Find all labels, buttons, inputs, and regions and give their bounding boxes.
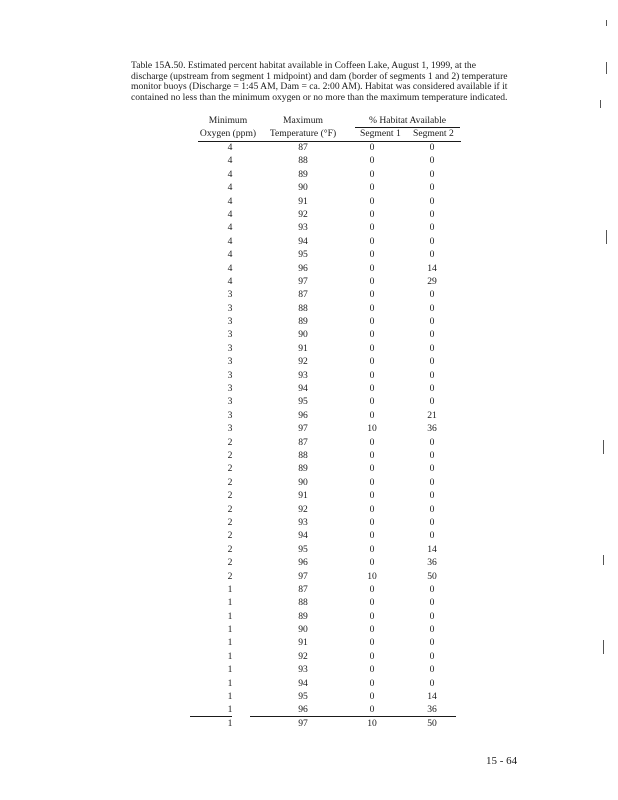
cell-segment-1: 0 [369, 490, 375, 502]
cell-max-temp: 96 [298, 409, 308, 421]
cell-max-temp: 97 [298, 423, 308, 435]
cell-segment-1: 0 [369, 677, 375, 689]
cell-segment-2: 0 [429, 476, 435, 488]
cell-max-temp: 92 [298, 208, 308, 220]
table-row [0, 556, 618, 569]
cell-max-temp: 97 [298, 717, 308, 729]
cell-min-oxygen: 1 [227, 691, 233, 703]
table-row [0, 703, 618, 716]
table-row [0, 570, 618, 583]
cell-min-oxygen: 3 [227, 316, 233, 328]
cell-min-oxygen: 1 [227, 583, 233, 595]
page-number: 15 - 64 [486, 755, 518, 767]
header-min-oxygen: Oxygen (ppm) [199, 128, 257, 139]
cell-segment-1: 0 [369, 503, 375, 515]
cell-max-temp: 95 [298, 691, 308, 703]
cell-segment-1: 0 [369, 396, 375, 408]
cell-segment-2: 0 [429, 503, 435, 515]
cell-max-temp: 88 [298, 302, 308, 314]
header-segment-2: Segment 2 [413, 128, 454, 139]
cell-segment-1: 0 [369, 342, 375, 354]
cell-max-temp: 95 [298, 249, 308, 261]
cell-segment-1: 0 [369, 262, 375, 274]
cell-min-oxygen: 4 [227, 182, 233, 194]
cell-max-temp: 91 [298, 195, 308, 207]
cell-max-temp: 95 [298, 396, 308, 408]
table-row [0, 677, 618, 690]
scan-edge-mark [606, 20, 607, 26]
table-row [0, 476, 618, 489]
table-row [0, 409, 618, 422]
cell-segment-2: 0 [429, 650, 435, 662]
caption-line: monitor buoys (Discharge = 1:45 AM, Dam = ca. 2:00 AM). Habitat was considered available if it [131, 81, 508, 93]
cell-segment-2: 0 [429, 369, 435, 381]
header-segment-1: Segment 1 [360, 128, 401, 139]
table-row [0, 382, 618, 395]
cell-segment-1: 0 [369, 476, 375, 488]
cell-max-temp: 89 [298, 610, 308, 622]
cell-max-temp: 88 [298, 597, 308, 609]
cell-segment-2: 0 [429, 329, 435, 341]
cell-segment-2: 14 [427, 691, 437, 703]
cell-segment-2: 0 [429, 168, 435, 180]
cell-segment-1: 0 [369, 624, 375, 636]
table-row [0, 610, 618, 623]
cell-segment-2: 0 [429, 583, 435, 595]
cell-min-oxygen: 3 [227, 396, 233, 408]
cell-segment-2: 0 [429, 142, 435, 153]
table-row [0, 583, 618, 596]
cell-segment-2: 0 [429, 396, 435, 408]
cell-segment-2: 36 [427, 423, 437, 435]
table-row [0, 288, 618, 301]
cell-max-temp: 88 [298, 449, 308, 461]
cell-segment-1: 0 [369, 275, 375, 287]
cell-segment-1: 0 [369, 302, 375, 314]
cell-max-temp: 97 [298, 570, 308, 582]
cell-segment-2: 0 [429, 664, 435, 676]
cell-segment-2: 0 [429, 289, 435, 301]
header-habitat-group: % Habitat Available [368, 115, 447, 126]
cell-max-temp: 91 [298, 342, 308, 354]
cell-max-temp: 91 [298, 490, 308, 502]
cell-min-oxygen: 4 [227, 168, 233, 180]
table-row [0, 690, 618, 703]
cell-max-temp: 96 [298, 262, 308, 274]
table-row [0, 262, 618, 275]
cell-segment-1: 0 [369, 691, 375, 703]
table-body [0, 141, 618, 730]
cell-segment-2: 0 [429, 383, 435, 395]
cell-segment-1: 0 [369, 182, 375, 194]
cell-segment-2: 0 [429, 637, 435, 649]
table-row [0, 717, 618, 730]
cell-segment-2: 0 [429, 155, 435, 167]
table-row [0, 208, 618, 221]
cell-max-temp: 89 [298, 316, 308, 328]
cell-segment-2: 0 [429, 597, 435, 609]
scan-edge-mark [603, 555, 604, 565]
header-min-oxygen-top: Minimum [208, 115, 248, 126]
cell-min-oxygen: 3 [227, 409, 233, 421]
table-caption [131, 61, 531, 103]
cell-segment-1: 0 [369, 356, 375, 368]
cell-min-oxygen: 2 [227, 476, 233, 488]
cell-min-oxygen: 4 [227, 275, 233, 287]
table-row [0, 248, 618, 261]
table-row [0, 275, 618, 288]
cell-segment-1: 0 [369, 383, 375, 395]
table-row [0, 181, 618, 194]
table-row [0, 302, 618, 315]
cell-min-oxygen: 4 [227, 208, 233, 220]
cell-max-temp: 92 [298, 503, 308, 515]
scan-edge-mark [603, 440, 604, 454]
table-bottom-rule-left [190, 716, 232, 717]
cell-min-oxygen: 4 [227, 222, 233, 234]
scan-edge-mark [606, 62, 607, 74]
cell-min-oxygen: 4 [227, 262, 233, 274]
table-row [0, 355, 618, 368]
table-row [0, 436, 618, 449]
cell-max-temp: 94 [298, 383, 308, 395]
table-row [0, 462, 618, 475]
table-row [0, 503, 618, 516]
cell-segment-2: 0 [429, 222, 435, 234]
cell-segment-1: 0 [369, 369, 375, 381]
table-row [0, 543, 618, 556]
cell-min-oxygen: 4 [227, 195, 233, 207]
cell-min-oxygen: 2 [227, 570, 233, 582]
cell-min-oxygen: 2 [227, 463, 233, 475]
table-row [0, 650, 618, 663]
cell-max-temp: 91 [298, 637, 308, 649]
cell-segment-1: 0 [369, 289, 375, 301]
cell-segment-2: 36 [427, 704, 437, 716]
cell-segment-2: 14 [427, 262, 437, 274]
cell-max-temp: 95 [298, 543, 308, 555]
table-row [0, 328, 618, 341]
cell-max-temp: 87 [298, 583, 308, 595]
cell-segment-2: 21 [427, 409, 437, 421]
cell-segment-1: 0 [369, 664, 375, 676]
cell-max-temp: 93 [298, 222, 308, 234]
cell-segment-2: 0 [429, 356, 435, 368]
cell-min-oxygen: 1 [227, 624, 233, 636]
cell-segment-1: 0 [369, 316, 375, 328]
cell-min-oxygen: 1 [227, 664, 233, 676]
cell-min-oxygen: 4 [227, 235, 233, 247]
table-row [0, 623, 618, 636]
cell-max-temp: 87 [298, 289, 308, 301]
cell-max-temp: 94 [298, 235, 308, 247]
caption-line: contained no less than the minimum oxygen or no more than the maximum temperature indicated. [131, 91, 508, 103]
cell-max-temp: 93 [298, 516, 308, 528]
cell-min-oxygen: 3 [227, 369, 233, 381]
cell-segment-2: 0 [429, 677, 435, 689]
cell-min-oxygen: 2 [227, 557, 233, 569]
cell-segment-2: 0 [429, 195, 435, 207]
cell-segment-2: 0 [429, 463, 435, 475]
cell-segment-2: 0 [429, 182, 435, 194]
table-row [0, 596, 618, 609]
cell-segment-1: 10 [367, 717, 377, 729]
table-row [0, 195, 618, 208]
cell-segment-1: 0 [369, 516, 375, 528]
table-row [0, 369, 618, 382]
cell-min-oxygen: 2 [227, 543, 233, 555]
table-row [0, 221, 618, 234]
cell-segment-1: 0 [369, 449, 375, 461]
cell-min-oxygen: 3 [227, 329, 233, 341]
table-row [0, 235, 618, 248]
cell-min-oxygen: 1 [227, 597, 233, 609]
cell-segment-2: 0 [429, 342, 435, 354]
header-max-temp: Temperature (°F) [269, 128, 337, 139]
table-row [0, 141, 618, 154]
cell-min-oxygen: 2 [227, 516, 233, 528]
table-row [0, 489, 618, 502]
cell-segment-2: 29 [427, 275, 437, 287]
cell-segment-1: 0 [369, 704, 375, 716]
cell-min-oxygen: 3 [227, 356, 233, 368]
cell-min-oxygen: 2 [227, 449, 233, 461]
cell-segment-2: 0 [429, 302, 435, 314]
cell-segment-1: 0 [369, 637, 375, 649]
cell-max-temp: 92 [298, 356, 308, 368]
cell-max-temp: 94 [298, 530, 308, 542]
cell-min-oxygen: 1 [227, 677, 233, 689]
scan-edge-mark [603, 640, 604, 654]
cell-segment-1: 0 [369, 195, 375, 207]
cell-segment-1: 0 [369, 610, 375, 622]
table-row [0, 636, 618, 649]
table-row [0, 449, 618, 462]
table-row [0, 516, 618, 529]
cell-min-oxygen: 3 [227, 383, 233, 395]
cell-segment-1: 0 [369, 583, 375, 595]
cell-segment-1: 0 [369, 543, 375, 555]
cell-segment-1: 0 [369, 249, 375, 261]
cell-segment-2: 0 [429, 436, 435, 448]
cell-min-oxygen: 3 [227, 423, 233, 435]
header-max-temp-top: Maximum [283, 115, 323, 126]
cell-max-temp: 96 [298, 557, 308, 569]
cell-segment-1: 0 [369, 436, 375, 448]
table-row [0, 422, 618, 435]
cell-max-temp: 92 [298, 650, 308, 662]
cell-min-oxygen: 2 [227, 530, 233, 542]
cell-segment-2: 50 [427, 570, 437, 582]
cell-segment-1: 0 [369, 142, 375, 153]
cell-min-oxygen: 4 [227, 155, 233, 167]
cell-segment-1: 0 [369, 409, 375, 421]
cell-segment-1: 10 [367, 570, 377, 582]
cell-segment-2: 50 [427, 717, 437, 729]
scan-edge-mark [606, 230, 607, 244]
cell-segment-1: 0 [369, 557, 375, 569]
cell-segment-1: 0 [369, 329, 375, 341]
table-row [0, 395, 618, 408]
cell-segment-2: 0 [429, 208, 435, 220]
cell-segment-1: 0 [369, 235, 375, 247]
cell-segment-1: 0 [369, 155, 375, 167]
cell-min-oxygen: 4 [227, 249, 233, 261]
cell-min-oxygen: 1 [227, 717, 233, 729]
table-row [0, 154, 618, 167]
cell-segment-1: 0 [369, 463, 375, 475]
cell-max-temp: 93 [298, 369, 308, 381]
table-row [0, 663, 618, 676]
table-row [0, 529, 618, 542]
cell-min-oxygen: 3 [227, 289, 233, 301]
cell-max-temp: 97 [298, 275, 308, 287]
cell-segment-2: 0 [429, 530, 435, 542]
cell-min-oxygen: 1 [227, 637, 233, 649]
cell-segment-2: 0 [429, 490, 435, 502]
cell-min-oxygen: 4 [227, 142, 233, 153]
cell-max-temp: 87 [298, 142, 308, 153]
cell-max-temp: 94 [298, 677, 308, 689]
table-row [0, 168, 618, 181]
caption-line: discharge (upstream from segment 1 midpoint) and dam (border of segments 1 and 2) temperature [131, 70, 508, 82]
cell-segment-1: 0 [369, 530, 375, 542]
cell-min-oxygen: 2 [227, 490, 233, 502]
cell-max-temp: 89 [298, 168, 308, 180]
cell-segment-2: 36 [427, 557, 437, 569]
cell-segment-2: 0 [429, 235, 435, 247]
cell-segment-2: 0 [429, 624, 435, 636]
cell-min-oxygen: 2 [227, 503, 233, 515]
cell-min-oxygen: 1 [227, 650, 233, 662]
cell-max-temp: 90 [298, 624, 308, 636]
cell-max-temp: 90 [298, 182, 308, 194]
cell-max-temp: 89 [298, 463, 308, 475]
cell-segment-2: 0 [429, 249, 435, 261]
cell-segment-2: 0 [429, 610, 435, 622]
cell-min-oxygen: 1 [227, 610, 233, 622]
cell-segment-1: 0 [369, 597, 375, 609]
cell-segment-1: 10 [367, 423, 377, 435]
table-row [0, 342, 618, 355]
scan-edge-mark [600, 100, 601, 108]
cell-segment-2: 14 [427, 543, 437, 555]
cell-segment-2: 0 [429, 316, 435, 328]
cell-min-oxygen: 3 [227, 302, 233, 314]
cell-max-temp: 96 [298, 704, 308, 716]
cell-segment-1: 0 [369, 168, 375, 180]
cell-max-temp: 90 [298, 476, 308, 488]
cell-max-temp: 87 [298, 436, 308, 448]
cell-min-oxygen: 3 [227, 342, 233, 354]
cell-segment-2: 0 [429, 449, 435, 461]
cell-max-temp: 93 [298, 664, 308, 676]
table-bottom-rule-right [250, 716, 456, 717]
cell-max-temp: 90 [298, 329, 308, 341]
table-row [0, 315, 618, 328]
cell-segment-2: 0 [429, 516, 435, 528]
caption-line: Table 15A.50. Estimated percent habitat available in Coffeen Lake, August 1, 1999, at the [131, 60, 476, 71]
cell-max-temp: 88 [298, 155, 308, 167]
cell-segment-1: 0 [369, 208, 375, 220]
cell-segment-1: 0 [369, 650, 375, 662]
cell-min-oxygen: 1 [227, 704, 233, 716]
cell-min-oxygen: 2 [227, 436, 233, 448]
cell-segment-1: 0 [369, 222, 375, 234]
